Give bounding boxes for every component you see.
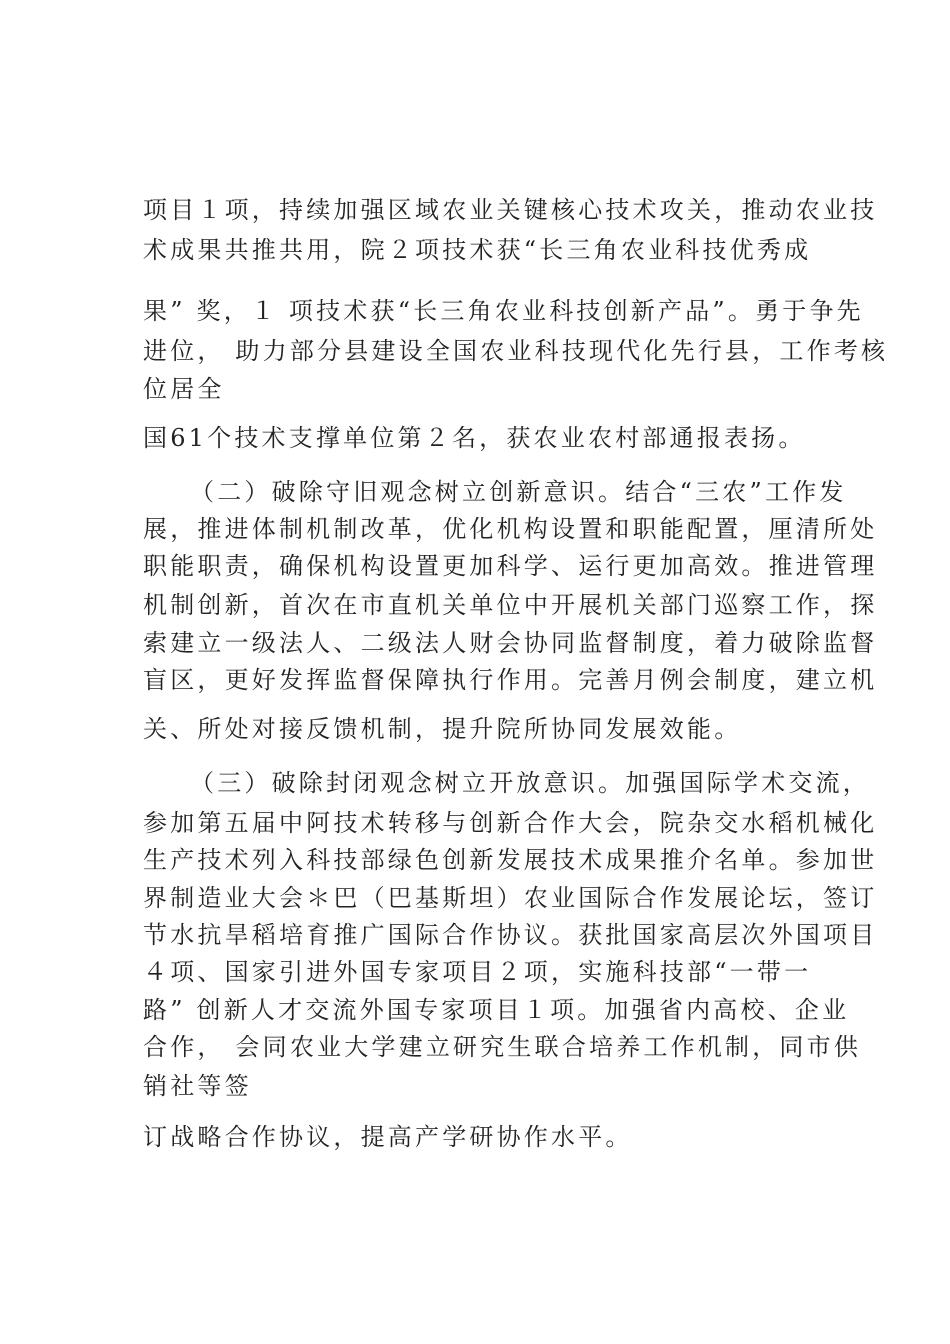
paragraph-heading-line: （二）破除守旧观念树立创新意识。结合“三农”工作发 [190, 478, 847, 506]
text-line: 合作， 会同农业大学建立研究生联合培养工作机制，同市供 [143, 1033, 862, 1061]
text-line: 索建立一级法人、二级法人财会协同监督制度，着力破除监督 [143, 629, 878, 657]
text-line: 果” 奖，１ 项技术获“长三角农业科技创新产品”。勇于争先 [143, 297, 864, 325]
text-line: 销社等签 [143, 1072, 252, 1100]
text-line: 国61个技术支撑单位第２名，获农业农村部通报表扬。 [143, 424, 806, 452]
text-line: 节水抗旱稻培育推广国际合作协议。获批国家高层次外国项目 [143, 921, 878, 949]
text-line: 订战略合作协议，提高产学研协作水平。 [143, 1123, 633, 1151]
text-line: ４项、国家引进外国专家项目２项，实施科技部“一带一 [143, 958, 812, 986]
text-line: 进位， 助力部分县建设全国农业科技现代化先行县，工作考核 [143, 337, 889, 365]
text-line: 机制创新，首次在市直机关单位中开展机关部门巡察工作，探 [143, 591, 878, 619]
text-line: 生产技术列入科技部绿色创新发展技术成果推介名单。参加世 [143, 846, 878, 874]
text-line: 术成果共推共用，院２项技术获“长三角农业科技优秀成 [143, 236, 812, 264]
text-line: 项目１项，持续加强区域农业关键核心技术攻关，推动农业技 [143, 196, 878, 224]
paragraph-heading-line: （三）破除封闭观念树立开放意识。加强国际学术交流， [190, 769, 870, 797]
text-line: 界制造业大会＊巴（巴基斯坦）农业国际合作发展论坛，签订 [143, 884, 878, 912]
text-line: 路” 创新人才交流外国专家项目１项。加强省内高校、企业 [143, 996, 850, 1024]
text-line: 展，推进体制机制改革，优化机构设置和职能配置，厘清所处 [143, 515, 878, 543]
text-line: 职能职责，确保机构设置更加科学、运行更加高效。推进管理 [143, 552, 878, 580]
text-line: 关、所处对接反馈机制，提升院所协同发展效能。 [143, 715, 742, 743]
text-line: 位居全 [143, 375, 225, 403]
text-line: 盲区，更好发挥监督保障执行作用。完善月例会制度，建立机 [143, 666, 878, 694]
text-line: 参加第五届中阿技术转移与创新合作大会，院杂交水稻机械化 [143, 809, 878, 837]
